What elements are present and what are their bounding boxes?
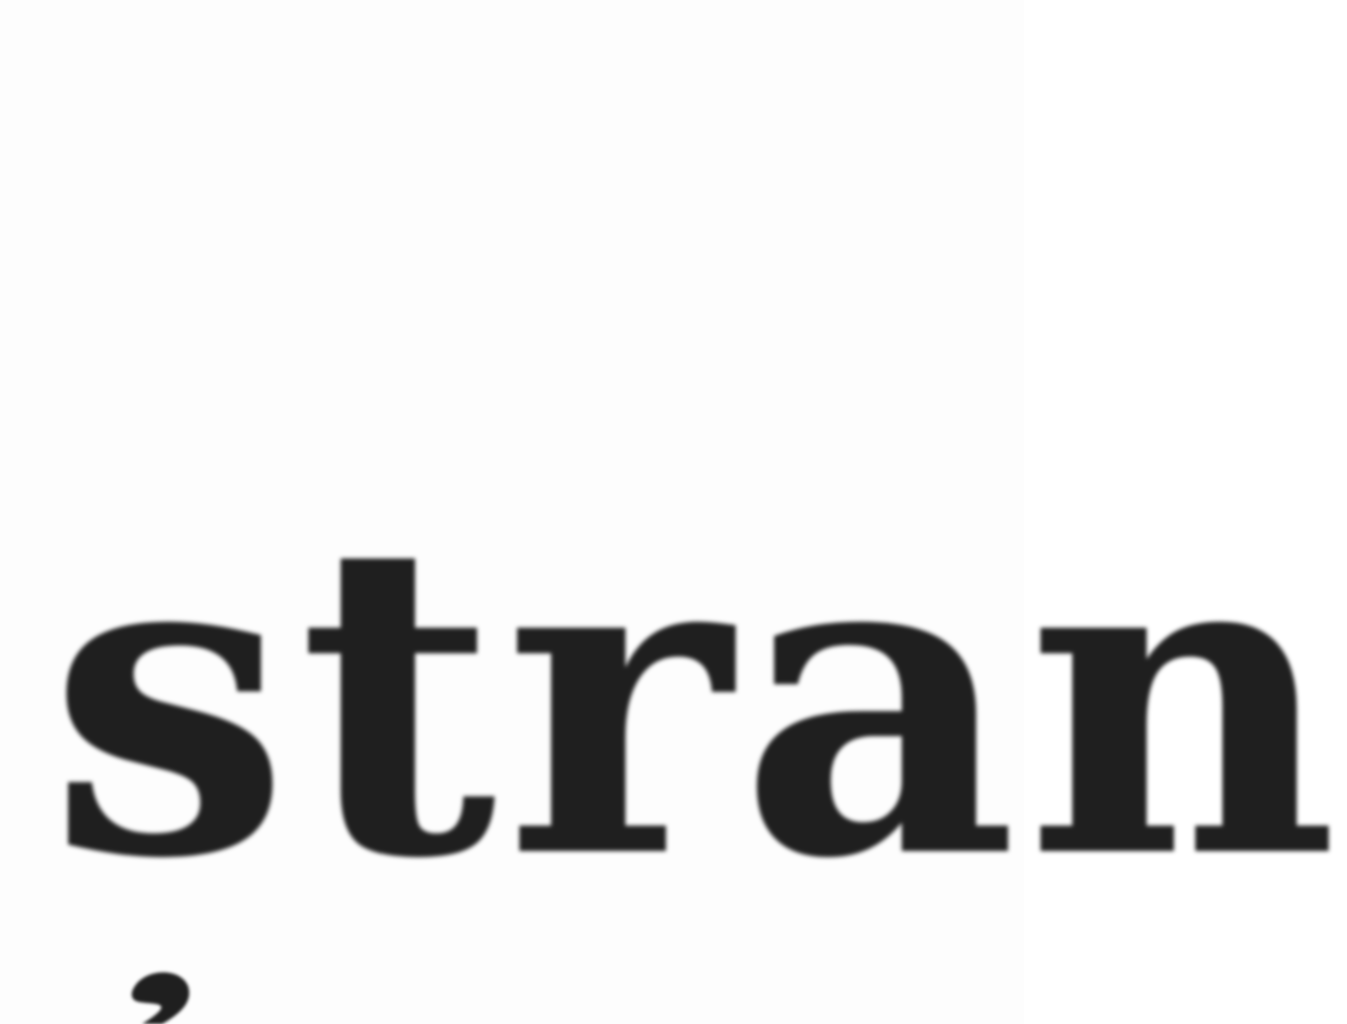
typed-word: stran	[48, 448, 1347, 953]
next-line-mark	[122, 962, 196, 1024]
